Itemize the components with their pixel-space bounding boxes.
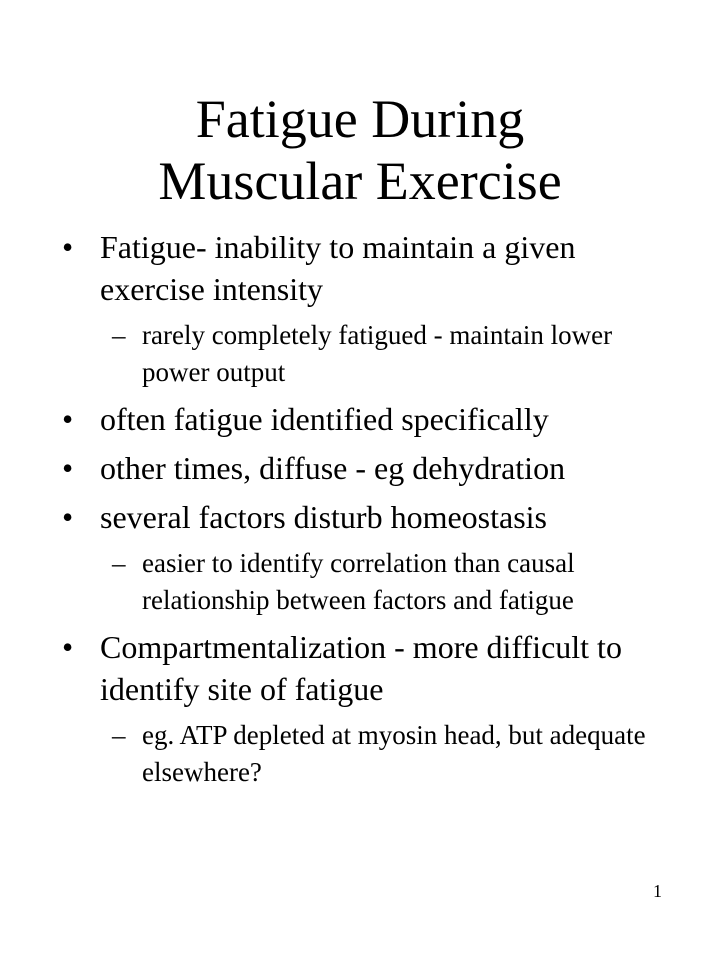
slide-title-line-2: Muscular Exercise — [158, 151, 562, 211]
bullet-text: Fatigue- inability to maintain a given exercise intensity — [100, 229, 576, 307]
sub-bullet-text: rarely completely fatigued - maintain lower power output — [142, 320, 613, 387]
dash-marker: – — [112, 548, 126, 578]
bullet-list — [0, 226, 720, 798]
sub-bullet-item — [0, 317, 720, 391]
slide-title — [0, 88, 720, 212]
bullet-text: several factors disturb homeostasis — [100, 499, 547, 535]
sub-bullet-item — [0, 717, 720, 791]
bullet-text: Compartmentalization - more difficult to identify site of fatigue — [100, 629, 622, 707]
dash-marker: – — [112, 720, 126, 750]
bullet-item — [0, 398, 720, 440]
bullet-marker: • — [62, 499, 74, 535]
bullet-text: other times, diffuse - eg dehydration — [100, 450, 566, 486]
bullet-marker: • — [62, 450, 74, 486]
sub-bullet-item — [0, 545, 720, 619]
page-number: 1 — [653, 881, 662, 901]
bullet-item — [0, 626, 720, 710]
bullet-item — [0, 226, 720, 310]
sub-bullet-text: easier to identify correlation than causal relationship between factors and fatigue — [142, 548, 575, 615]
slide-title-line-1: Fatigue During — [195, 89, 525, 149]
dash-marker: – — [112, 320, 126, 350]
sub-bullet-text: eg. ATP depleted at myosin head, but adequate elsewhere? — [142, 720, 646, 787]
bullet-item — [0, 496, 720, 538]
bullet-marker: • — [62, 401, 74, 437]
bullet-item — [0, 447, 720, 489]
bullet-text: often fatigue identified specifically — [100, 401, 549, 437]
bullet-marker: • — [62, 229, 74, 265]
bullet-marker: • — [62, 629, 74, 665]
